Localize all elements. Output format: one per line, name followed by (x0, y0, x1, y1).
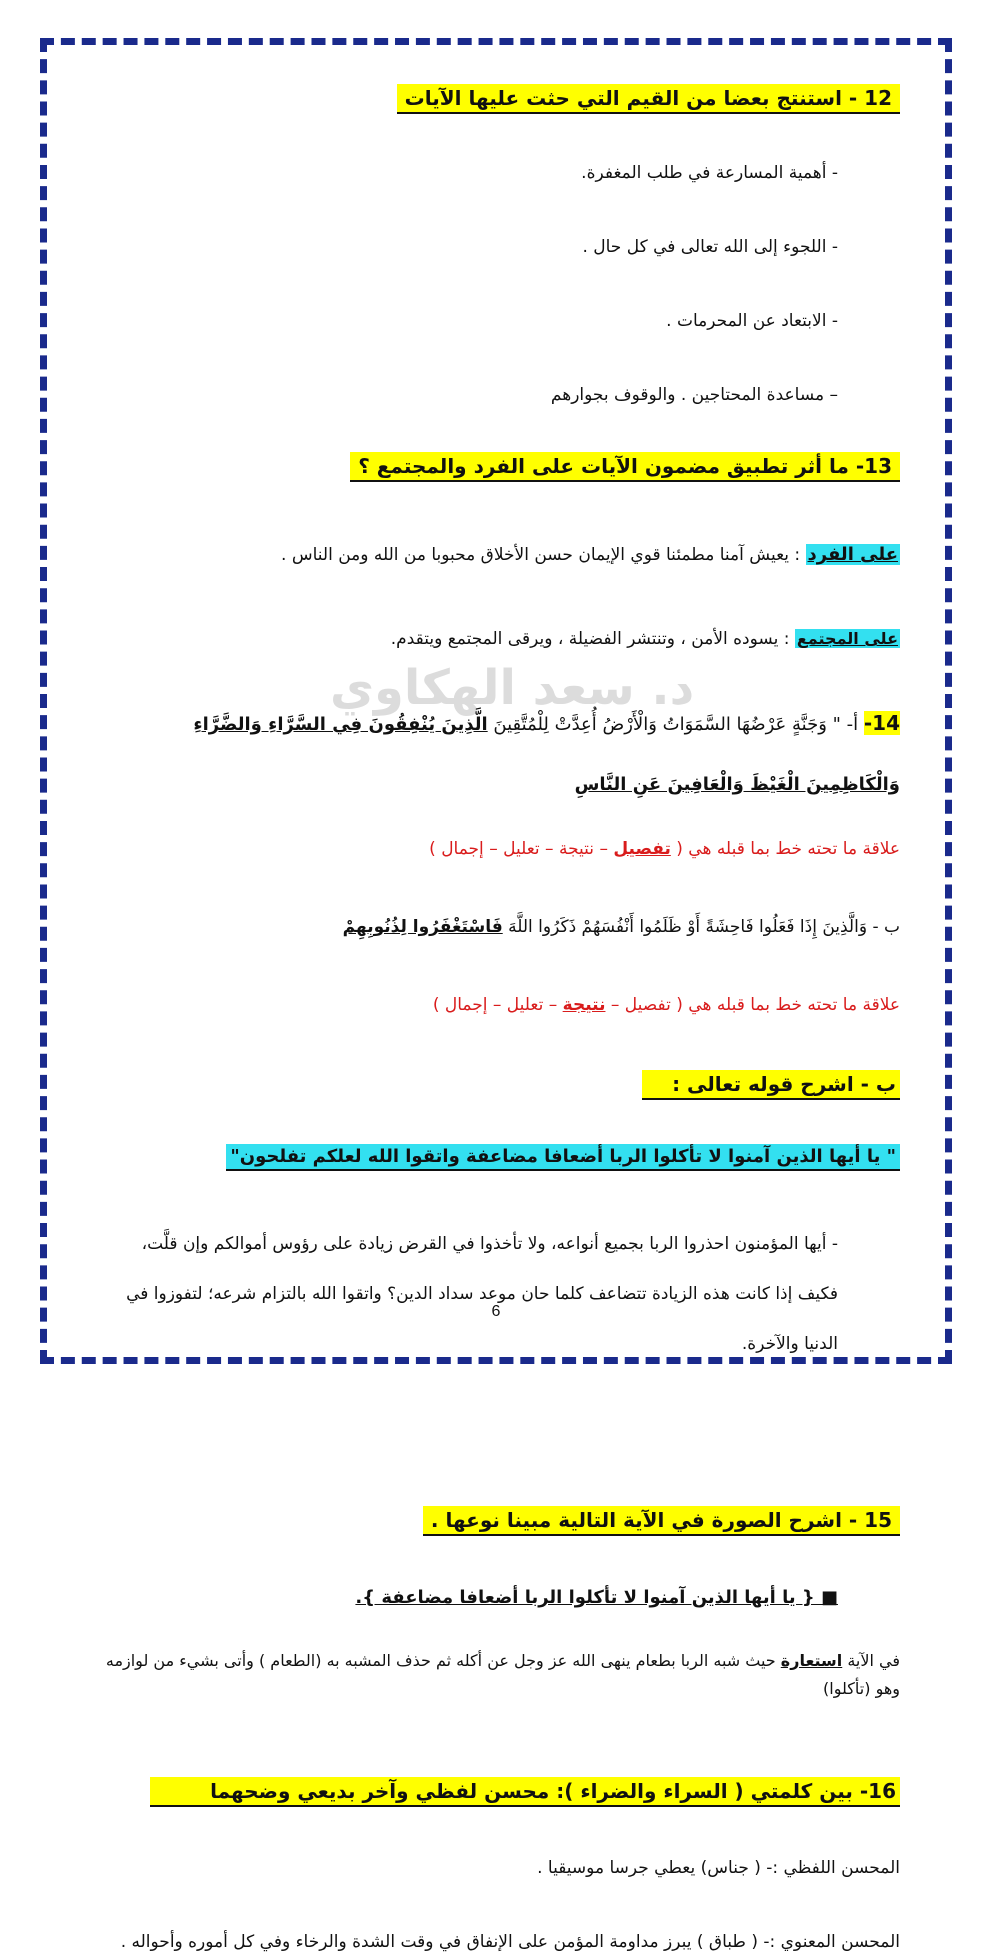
q13-society-text: : يسوده الأمن ، وتنتشر الفضيلة ، ويرقى المجتمع ويتقدم. (390, 629, 795, 649)
q12-item-3: - الابتعاد عن المحرمات . (666, 311, 838, 331)
q15-verse (34, 1585, 838, 1611)
q13-society (96, 626, 900, 652)
q15-section (96, 1506, 900, 1536)
q14-a-relation-rest: – نتيجة – تعليل – إجمال ) (429, 839, 614, 859)
q15-answer (96, 1647, 900, 1703)
q14-verse-section (96, 1144, 900, 1171)
q15-answer-prefix: في الآية (842, 1651, 900, 1670)
q14-a-answer: تفصيل (613, 839, 671, 859)
q14-b-relation-rest: – تعليل – إجمال ) (432, 995, 563, 1015)
q14-verse: " يا أيها الذين آمنوا لا تأكلوا الربا أضعافا مضاعفة واتقوا الله لعلكم تفلحون" (226, 1144, 900, 1171)
q14-b-underlined: فَاسْتَغْفَرُوا لِذُنُوبِهِمْ (342, 917, 503, 937)
q14-a-underlined: الَّذِينَ يُنْفِقُونَ فِي السَّرَّاءِ وَالضَّرَّاءِ (193, 714, 488, 735)
q15-answer-rest: حيث شبه الربا بطعام ينهى الله عز وجل عن أكله ثم حذف المشبه به (الطعام ) وأتى بشيء من لوازمه وهو (تأكلوا) (105, 1651, 900, 1698)
q12-item-2: - اللجوء إلى الله تعالى في كل حال . (582, 237, 838, 257)
q14-b-relation (96, 992, 900, 1018)
q13-heading: 13- ما أثر تطبيق مضمون الآيات على الفرد والمجتمع ؟ (350, 452, 900, 482)
q14-a-line2: وَالْكَاظِمِينَ الْغَيْظَ وَالْعَافِينَ عَنِ النَّاسِ (574, 774, 900, 795)
q13-individual-text: : يعيش آمنا مطمئنا قوي الإيمان حسن الأخلاق محبوبا من الله ومن الناس . (281, 545, 806, 565)
q15-heading: 15 - اشرح الصورة في الآية التالية مبينا نوعها . (423, 1506, 900, 1536)
q14-number: 14- (863, 711, 900, 735)
q16-moral: المحسن المعنوي :- ( طباق ) يبرز مداومة المؤمن على الإنفاق في وقت الشدة والرخاء وفي كل أموره وأحواله . (120, 1932, 900, 1952)
q13-individual-label: على الفرد (807, 544, 898, 565)
q15-answer-bold: استعارة (780, 1651, 843, 1670)
q14-a-line1 (96, 710, 900, 738)
q14-explain-section (96, 1070, 900, 1100)
q13-society-label: على المجتمع (796, 629, 898, 648)
watermark: د. سعد الهكاوي (330, 660, 695, 716)
q15-verse-text: ■ { يا أيها الذين آمنوا لا تأكلوا الربا أضعافا مضاعفة }. (355, 1587, 838, 1608)
q14-b-prefix: ب - وَالَّذِينَ إِذَا فَعَلُوا فَاحِشَةً أَوْ ظَلَمُوا أَنْفُسَهُمْ ذَكَرُوا اللَّهَ (502, 917, 900, 937)
q14-b-relation-prefix: علاقة ما تحته خط بما قبله هي ( تفصيل – (605, 995, 900, 1015)
q14-b-line (96, 914, 900, 940)
q16-section (96, 1777, 900, 1807)
q13-section (96, 452, 900, 482)
q12-item-4: – مساعدة المحتاجين . والوقوف بجوارهم (550, 385, 838, 405)
q16-heading: 16- بين كلمتي ( السراء والضراء ): محسن لفظي وآخر بديعي وضحهما (150, 1777, 900, 1807)
page-content (96, 76, 900, 1952)
q14-a-prefix: أ- " وَجَنَّةٍ عَرْضُهَا السَّمَوَاتُ وَالْأَرْضُ أُعِدَّتْ لِلْمُتَّقِينَ (487, 714, 864, 735)
q12-section (96, 84, 900, 114)
q14-a-relation (96, 836, 900, 862)
q13-individual (96, 542, 900, 568)
q12-item-1: - أهمية المسارعة في طلب المغفرة. (581, 163, 838, 183)
q14-a-relation-prefix: علاقة ما تحته خط بما قبله هي ( (670, 839, 900, 859)
q16-verbal: المحسن اللفظي :- ( جناس) يعطي جرسا موسيقيا . (537, 1858, 900, 1878)
q12-heading: 12 - استنتج بعضا من القيم التي حثت عليها الآيات (397, 84, 900, 114)
q14-explain-heading: ب - اشرح قوله تعالى : (642, 1070, 900, 1100)
page-number: 6 (491, 1303, 501, 1320)
q14-explanation: - أيها المؤمنون احذروا الربا بجميع أنواعه، ولا تأخذوا في القرض زيادة على رؤوس أموالكم وإن قلَّت، فكيف إذا كانت هذه الزيادة تتضاعف كلما حان موعد سداد الدين؟ واتقوا الله بالتزام شرعه؛ لتفوزوا في الدنيا والآخرة. (126, 1234, 838, 1354)
q14-b-answer: نتيجة (562, 995, 606, 1015)
